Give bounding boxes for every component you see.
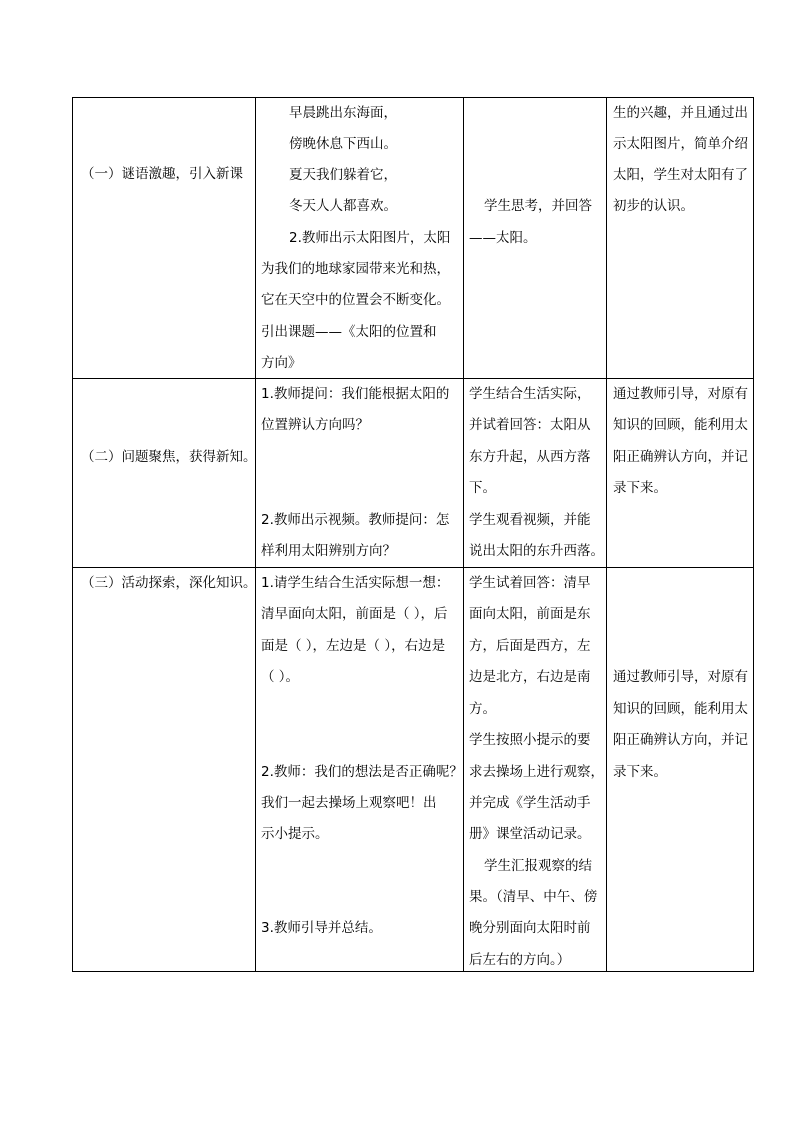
teacher-text-line: 1.教师提问：我们能根据太阳的 (261, 386, 450, 402)
column-divider (463, 98, 464, 971)
intent-text-line: 初步的认识。 (613, 198, 694, 214)
teacher-text-line: 2.教师出示视频。教师提问：怎 (261, 512, 450, 528)
teacher-text-line: （ ）。 (261, 669, 300, 685)
teacher-text-line: 方向》 (261, 355, 302, 371)
row-divider (73, 567, 753, 568)
student-text-line: 晚分别面向太阳时前 (469, 920, 591, 936)
intent-text-line: 示太阳图片，简单介绍 (613, 136, 748, 152)
student-text-line: 并试着回答：太阳从 (469, 417, 591, 433)
intent-text-line: 录下来。 (613, 764, 667, 780)
teacher-text-line: 面是（ ），左边是（ ），右边是 (261, 638, 446, 654)
stage-cell: （三）活动探索，深化知识。 (81, 575, 257, 591)
student-text-line: 求去操场上进行观察， (469, 764, 604, 780)
student-text-line: 东方升起，从西方落 (469, 449, 591, 465)
student-text-line: 面向太阳，前面是东 (469, 606, 591, 622)
intent-text-line: 太阳，学生对太阳有了 (613, 167, 748, 183)
student-text-line: 学生观看视频，并能 (469, 512, 591, 528)
intent-text-line: 知识的回顾，能利用太 (613, 417, 748, 433)
student-text-line: 边是北方，右边是南 (469, 669, 591, 685)
teacher-text-line: 我们一起去操场上观察吧！出 (261, 795, 437, 811)
teacher-text-line: 位置辨认方向吗？ (261, 417, 369, 433)
student-text-line: 学生按照小提示的要 (469, 732, 591, 748)
column-divider (606, 98, 607, 971)
student-text-line: 学生汇报观察的结 (484, 858, 592, 874)
student-text-line: 学生思考，并回答 (484, 198, 592, 214)
intent-text-line: 通过教师引导，对原有 (613, 669, 748, 685)
teacher-text-line: 它在天空中的位置会不断变化。 (261, 292, 450, 308)
intent-text-line: 录下来。 (613, 480, 667, 496)
student-text-line: 果。（清早、中午、傍 (469, 889, 598, 905)
teacher-text-line: 引出课题——《太阳的位置和 (261, 324, 437, 340)
riddle-line: 夏天我们躲着它， (289, 167, 397, 183)
student-text-line: 方。 (469, 701, 496, 717)
intent-text-line: 阳正确辨认方向，并记 (613, 732, 748, 748)
teacher-text-line: 样利用太阳辨别方向？ (261, 543, 396, 559)
riddle-line: 傍晚休息下西山。 (289, 136, 397, 152)
student-text-line: 方，后面是西方，左 (469, 638, 591, 654)
teacher-text-line: 2.教师：我们的想法是否正确呢？ (261, 764, 463, 780)
teacher-text-line: 3.教师引导并总结。 (261, 920, 382, 936)
intent-text-line: 生的兴趣，并且通过出 (613, 105, 748, 121)
student-text-line: 后左右的方向。） (469, 952, 571, 968)
intent-text-line: 通过教师引导，对原有 (613, 386, 748, 402)
intent-text-line: 阳正确辨认方向，并记 (613, 449, 748, 465)
column-divider (255, 98, 256, 971)
teacher-text-line: 清早面向太阳，前面是（ ），后 (261, 606, 448, 622)
intent-text-line: 知识的回顾，能利用太 (613, 701, 748, 717)
lesson-table (72, 97, 754, 972)
student-text-line: 学生结合生活实际， (469, 386, 591, 402)
riddle-line: 早晨跳出东海面， (289, 105, 397, 121)
stage-cell: （一）谜语激趣，引入新课 (81, 166, 243, 182)
student-text-line: 说出太阳的东升西落。 (469, 543, 604, 559)
row-divider (73, 378, 753, 379)
student-text-line: 并完成《学生活动手 (469, 795, 591, 811)
teacher-text-line: 1.请学生结合生活实际想一想： (261, 575, 450, 591)
student-text-line: 学生试着回答：清早 (469, 575, 591, 591)
student-text-line: ——太阳。 (469, 230, 537, 246)
stage-cell: （二）问题聚焦，获得新知。 (81, 449, 257, 465)
riddle-line: 冬天人人都喜欢。 (289, 198, 397, 214)
student-text-line: 下。 (469, 480, 496, 496)
teacher-text-line: 示小提示。 (261, 826, 329, 842)
teacher-text-line: 2.教师出示太阳图片，太阳 (289, 230, 451, 246)
student-text-line: 册》课堂活动记录。 (469, 826, 591, 842)
teacher-text-line: 为我们的地球家园带来光和热， (261, 261, 450, 277)
